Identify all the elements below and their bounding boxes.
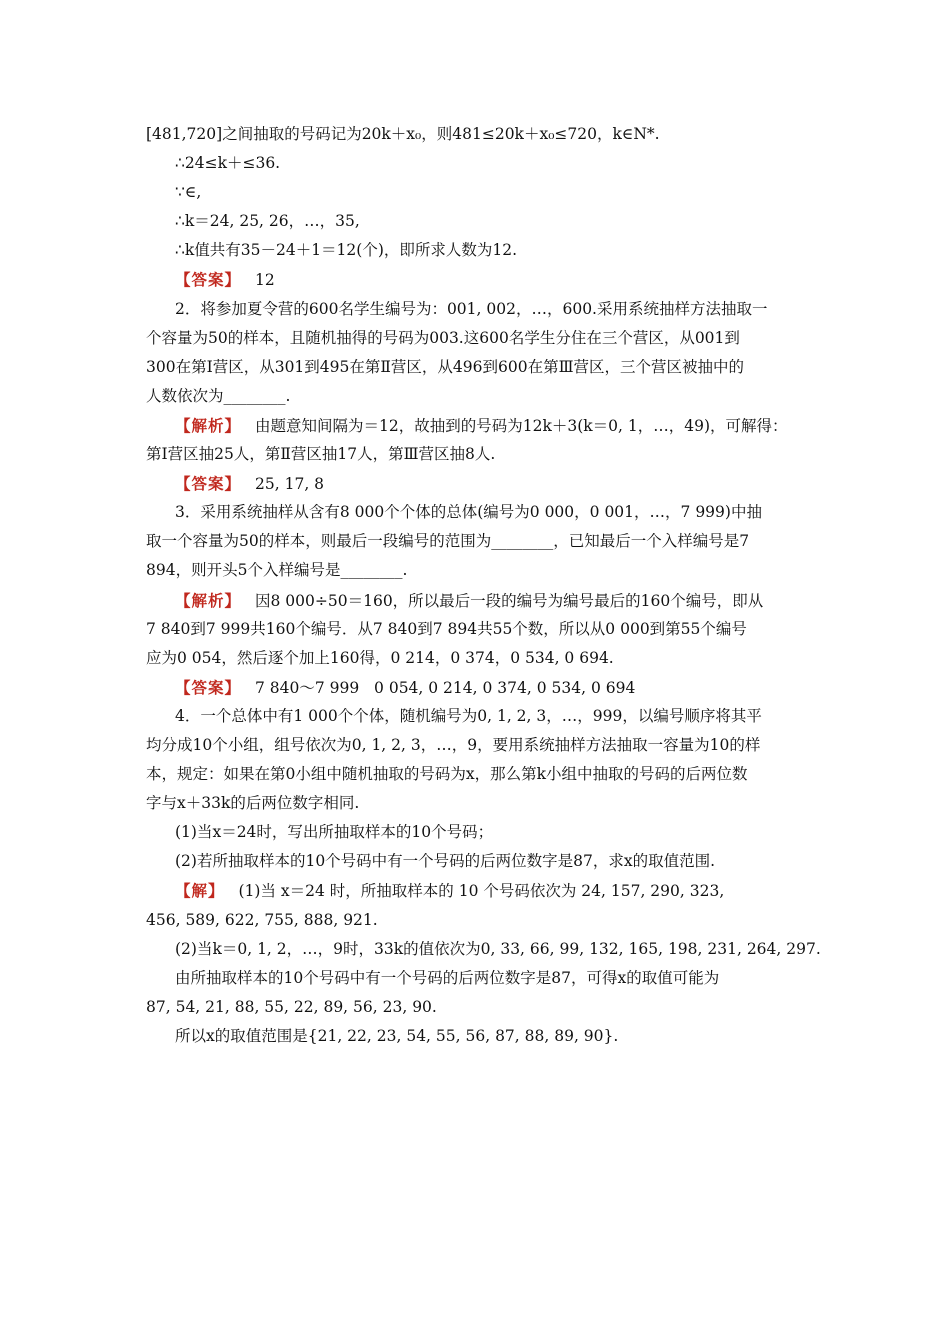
line-text: 4．一个总体中有1 000个个体，随机编号为0, 1, 2, 3，…，999，以编号顺序将其平 <box>175 706 762 725</box>
line-text: [481,720]之间抽取的号码记为20k＋x₀，则481≤20k＋x₀≤720，k∈N*. <box>146 125 660 143</box>
text-line <box>146 847 811 876</box>
answer-label: 【答案】 <box>175 677 242 697</box>
line-text: 本，规定：如果在第0小组中随机抽取的号码为x，那么第k小组中抽取的号码的后两位数 <box>146 765 748 784</box>
line-text: 由题意知间隔为＝12，故抽到的号码为12k＋3(k＝0, 1，…，49)，可解得： <box>255 416 788 435</box>
line-text: 个容量为50的样本，且随机抽得的号码为003.这600名学生分住在三个营区，从001到 <box>146 328 740 347</box>
line-text: (1)当 x＝24 时，所抽取样本的 10 个号码依次为 24, 157, 290, 323, <box>238 882 725 901</box>
line-text: 人数依次为________. <box>146 386 291 405</box>
text-line <box>146 324 811 353</box>
solution-text <box>146 120 821 1051</box>
text-line <box>146 906 811 935</box>
text-line <box>146 702 811 731</box>
answer-label: 【解析】 <box>175 590 242 610</box>
text-line <box>146 935 821 964</box>
line-text: ∴24≤k＋≤36. <box>175 154 281 173</box>
line-text: (2)当k＝0, 1, 2，…，9时，33k的值依次为0, 33, 66, 99, 132, 165, 198, 231, 264, 297. <box>175 939 821 958</box>
line-text: 由所抽取样本的10个号码中有一个号码的后两位数字是87，可得x的取值可能为 <box>175 968 720 987</box>
line-text: 所以x的取值范围是{21, 22, 23, 54, 55, 56, 87, 88, 89, 90}. <box>175 1026 619 1045</box>
text-line <box>146 644 811 673</box>
line-text: 应为0 054，然后逐个加上160得，0 214，0 374，0 534, 0 694. <box>146 648 614 667</box>
line-text: ∴k值共有35－24＋1＝12(个)，即所求人数为12. <box>175 241 518 260</box>
line-text: 因8 000÷50＝160，所以最后一段的编号为编号最后的160个编号，即从 <box>255 591 764 610</box>
text-line <box>146 964 811 993</box>
text-line <box>146 760 811 789</box>
line-text: 894，则开头5个入样编号是________. <box>146 561 408 580</box>
line-text: (1)当x＝24时，写出所抽取样本的10个号码； <box>175 823 494 842</box>
text-line <box>146 353 811 382</box>
line-text: 300在第Ⅰ营区，从301到495在第Ⅱ营区，从496到600在第Ⅲ营区，三个营区被抽中的 <box>146 357 745 376</box>
answer-label: 【答案】 <box>175 270 242 290</box>
text-line <box>146 265 811 294</box>
line-text: 456, 589, 622, 755, 888, 921. <box>146 910 378 929</box>
line-text: 7 840～7 999 0 054, 0 214, 0 374, 0 534, 0 694 <box>255 678 636 697</box>
text-line <box>146 120 811 149</box>
answer-label: 【答案】 <box>175 474 242 494</box>
text-line <box>146 498 811 527</box>
text-line <box>146 411 811 440</box>
line-text: ∴k＝24, 25, 26，…，35, <box>175 212 360 231</box>
text-line <box>146 818 811 847</box>
text-line <box>146 586 811 615</box>
line-text: 取一个容量为50的样本，则最后一段编号的范围为________，已知最后一个入样编号是7 <box>146 532 750 551</box>
line-text: (2)若所抽取样本的10个号码中有一个号码的后两位数字是87，求x的取值范围. <box>175 852 716 871</box>
text-line <box>146 149 811 178</box>
text-line <box>146 382 811 411</box>
line-text: 87, 54, 21, 88, 55, 22, 89, 56, 23, 90. <box>146 997 437 1016</box>
text-line <box>146 207 811 236</box>
line-text: 字与x＋33k的后两位数字相同. <box>146 794 360 813</box>
line-text: 均分成10个小组，组号依次为0, 1, 2, 3，…，9，要用系统抽样方法抽取一容量为10的样 <box>146 735 761 754</box>
line-text: 2．将参加夏令营的600名学生编号为：001, 002，…，600.采用系统抽样方法抽取一 <box>175 299 768 318</box>
text-line <box>146 556 811 585</box>
text-line <box>146 1022 811 1051</box>
text-line <box>146 178 811 207</box>
answer-label: 【解析】 <box>175 415 242 435</box>
text-line <box>146 731 811 760</box>
text-line <box>146 236 811 265</box>
text-line <box>146 876 811 905</box>
answer-label: 【解】 <box>175 881 225 901</box>
line-text: 12 <box>255 271 275 290</box>
line-text: 7 840到7 999共160个编号．从7 840到7 894共55个数，所以从0 000到第55个编号 <box>146 619 747 638</box>
text-line <box>146 469 811 498</box>
text-line <box>146 440 811 469</box>
line-text: 第Ⅰ营区抽25人，第Ⅱ营区抽17人，第Ⅲ营区抽8人. <box>146 445 496 464</box>
text-line <box>146 295 811 324</box>
text-line <box>146 993 811 1022</box>
line-text: ∵∈, <box>175 183 202 202</box>
line-text: 25, 17, 8 <box>255 475 325 494</box>
text-line <box>146 673 811 702</box>
line-text: 3．采用系统抽样从含有8 000个个体的总体(编号为0 000，0 001，…，7 999)中抽 <box>175 503 762 522</box>
text-line <box>146 527 811 556</box>
text-line <box>146 789 811 818</box>
text-line <box>146 615 811 644</box>
